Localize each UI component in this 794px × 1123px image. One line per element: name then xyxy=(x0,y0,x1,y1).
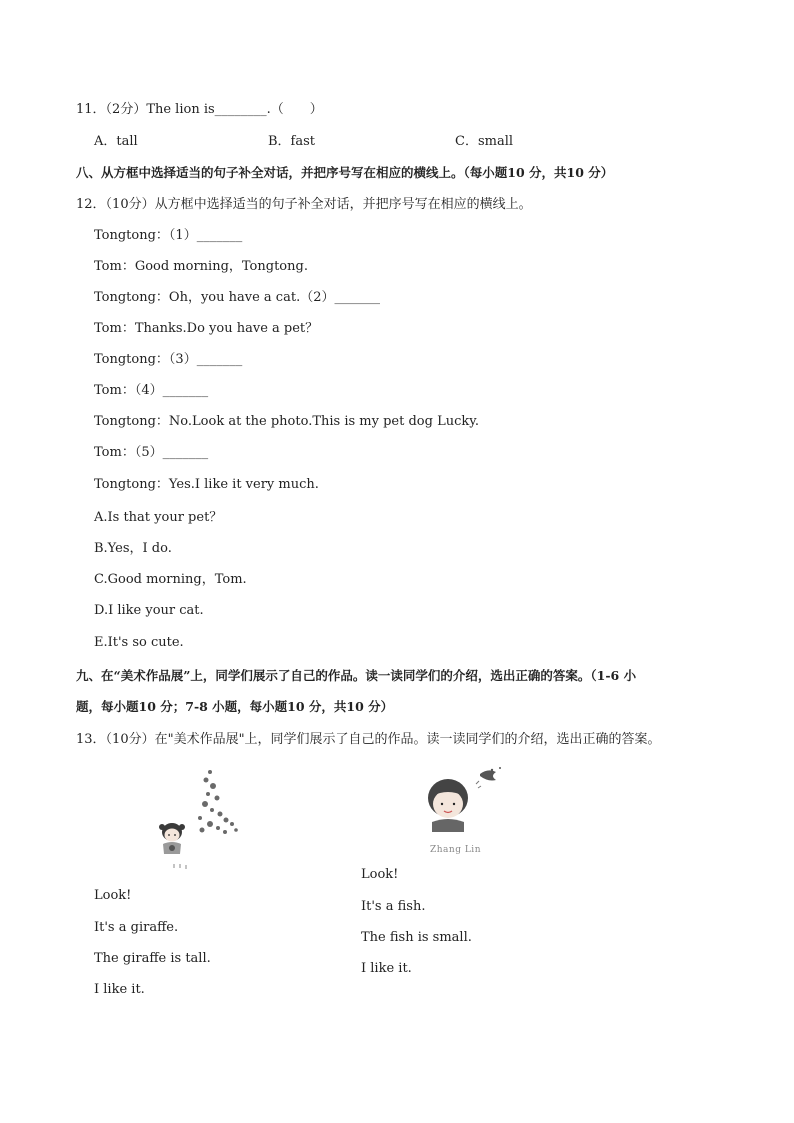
description-line: Look! xyxy=(94,888,132,903)
choice-item: D.I like your cat. xyxy=(94,603,204,618)
choice-item: A.Is that your pet？ xyxy=(94,510,223,525)
dialogue-line: Tom：（4）_______ xyxy=(94,383,209,398)
dialogue-line: Tongtong：No.Look at the photo.This is my pet dog Lucky. xyxy=(94,414,479,429)
description-line: It's a giraffe. xyxy=(94,920,179,935)
description-line: The fish is small. xyxy=(361,930,472,945)
choice-item: C.Good morning，Tom. xyxy=(94,572,247,587)
description-line: I like it. xyxy=(361,961,412,976)
section-8-heading: 八、从方框中选择适当的句子补全对话，并把序号写在相应的横线上。（每小题10 分，共10 分） xyxy=(76,165,614,180)
dialogue-line: Tongtong：Yes.I like it very much. xyxy=(94,477,319,492)
dialogue-line: Tom：（5）_______ xyxy=(94,445,209,460)
artwork-signature: Zhang Lin xyxy=(430,845,481,855)
dialogue-line: Tom：Thanks.Do you have a pet？ xyxy=(94,321,319,336)
q11-option-c[interactable]: C．small xyxy=(455,134,514,149)
dialogue-line: Tongtong：Oh，you have a cat.（2）_______ xyxy=(94,290,380,305)
q13-stem: 13．（10分）在"美术作品展"上，同学们展示了自己的作品。读一读同学们的介绍，选出正确的答案。 xyxy=(76,732,661,747)
description-line: It's a fish. xyxy=(361,899,426,914)
description-line: Look! xyxy=(361,867,399,882)
choice-item: E.It's so cute. xyxy=(94,635,184,650)
dialogue-line: Tom：Good morning，Tongtong. xyxy=(94,259,308,274)
dialogue-line: Tongtong：（3）_______ xyxy=(94,352,243,367)
dialogue-line: Tongtong：（1）_______ xyxy=(94,228,243,243)
girl-with-giraffe-illustration xyxy=(150,764,250,874)
q12-stem: 12．（10分）从方框中选择适当的句子补全对话，并把序号写在相应的横线上。 xyxy=(76,197,532,212)
q11-stem: 11．（2分）The lion is________.（ ） xyxy=(76,102,323,117)
description-line: The giraffe is tall. xyxy=(94,951,211,966)
choice-item: B.Yes，I do. xyxy=(94,541,172,556)
section-9-heading-line2: 题，每小题10 分；7-8 小题，每小题10 分，共10 分） xyxy=(76,699,394,714)
q11-option-b[interactable]: B．fast xyxy=(268,134,316,149)
q11-option-a[interactable]: A．tall xyxy=(94,134,138,149)
description-line: I like it. xyxy=(94,982,145,997)
section-9-heading-line1: 九、在“美术作品展”上，同学们展示了自己的作品。读一读同学们的介绍，选出正确的答案。（1-6 小 xyxy=(76,668,637,683)
